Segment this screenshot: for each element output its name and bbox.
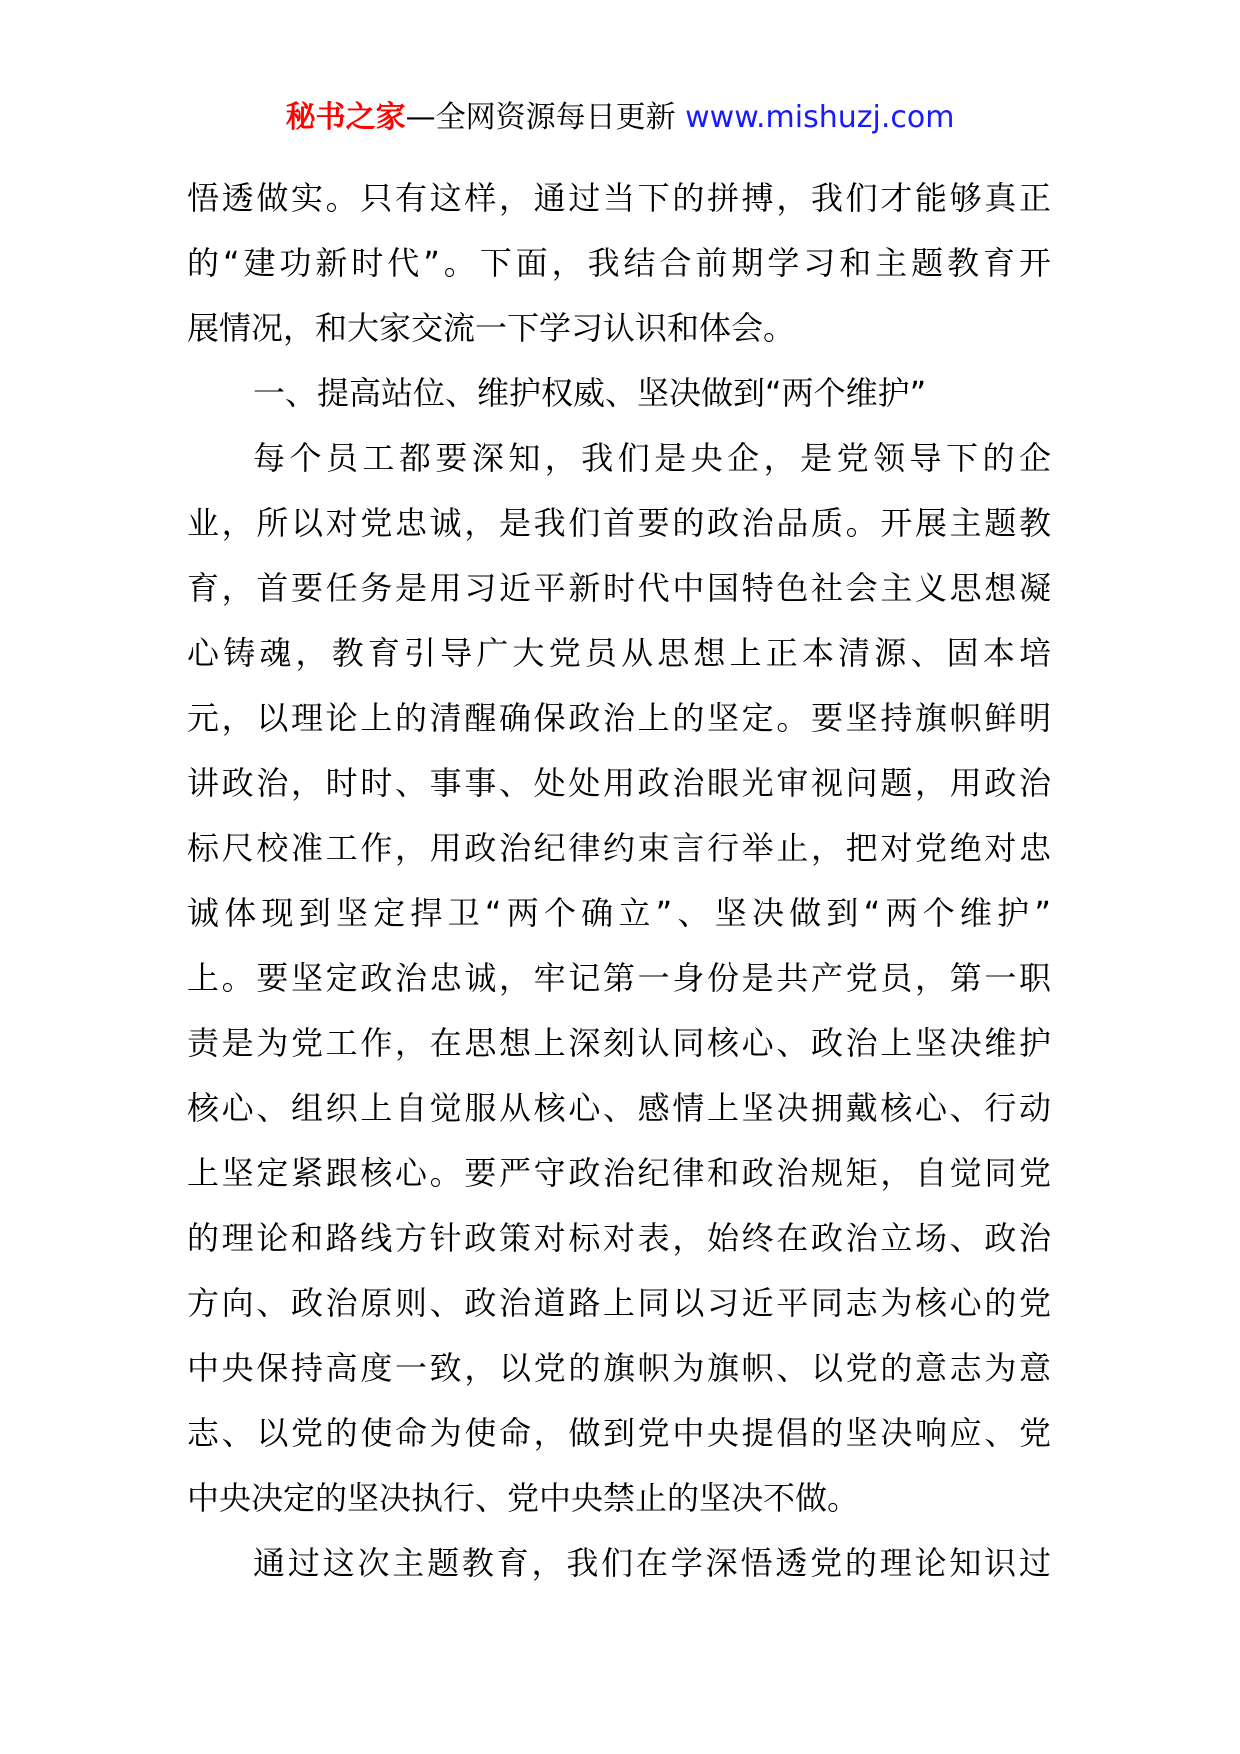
- text-line: 上坚定紧跟核心。要严守政治纪律和政治规矩，自觉同党: [187, 1154, 1051, 1192]
- text-line: 中央保持高度一致，以党的旗帜为旗帜、以党的意志为意: [187, 1349, 1051, 1387]
- site-header: [0, 98, 1240, 138]
- site-tagline: —全网资源每日更新: [405, 100, 676, 135]
- text-line: 核心、组织上自觉服从核心、感情上坚决拥戴核心、行动: [187, 1089, 1051, 1127]
- text-line: 的“建功新时代”。下面，我结合前期学习和主题教育开: [187, 244, 1051, 282]
- text-line: 讲政治，时时、事事、处处用政治眼光审视问题，用政治: [187, 764, 1051, 802]
- text-line: 上。要坚定政治忠诚，牢记第一身份是共产党员，第一职: [187, 959, 1051, 997]
- text-line: 展情况，和大家交流一下学习认识和体会。: [187, 309, 796, 347]
- text-line: 责是为党工作，在思想上深刻认同核心、政治上坚决维护: [187, 1024, 1051, 1062]
- text-line: 每个员工都要深知，我们是央企，是党领导下的企: [253, 439, 1051, 477]
- text-line: 诚体现到坚定捍卫“两个确立”、坚决做到“两个维护”: [187, 894, 1051, 932]
- text-line: 元，以理论上的清醒确保政治上的坚定。要坚持旗帜鲜明: [187, 699, 1051, 737]
- text-line: 心铸魂，教育引导广大党员从思想上正本清源、固本培: [187, 634, 1051, 672]
- text-line: 育，首要任务是用习近平新时代中国特色社会主义思想凝: [187, 569, 1051, 607]
- text-line: 方向、政治原则、政治道路上同以习近平同志为核心的党: [187, 1284, 1051, 1322]
- document-body: [187, 166, 1051, 1596]
- text-line: 中央决定的坚决执行、党中央禁止的坚决不做。: [187, 1479, 860, 1517]
- text-line: 标尺校准工作，用政治纪律约束言行举止，把对党绝对忠: [187, 829, 1051, 867]
- text-line: 悟透做实。只有这样，通过当下的拼搏，我们才能够真正: [187, 179, 1051, 217]
- text-line: 志、以党的使命为使命，做到党中央提倡的坚决响应、党: [187, 1414, 1051, 1452]
- site-brand: 秘书之家: [285, 100, 406, 135]
- text-line: 通过这次主题教育，我们在学深悟透党的理论知识过: [253, 1544, 1051, 1582]
- site-url-link[interactable]: www.mishuzj.com: [685, 100, 955, 135]
- text-line: 的理论和路线方针政策对标对表，始终在政治立场、政治: [187, 1219, 1051, 1257]
- text-line: 业，所以对党忠诚，是我们首要的政治品质。开展主题教: [187, 504, 1051, 542]
- section-heading: 一、提高站位、维护权威、坚决做到“两个维护”: [253, 374, 927, 412]
